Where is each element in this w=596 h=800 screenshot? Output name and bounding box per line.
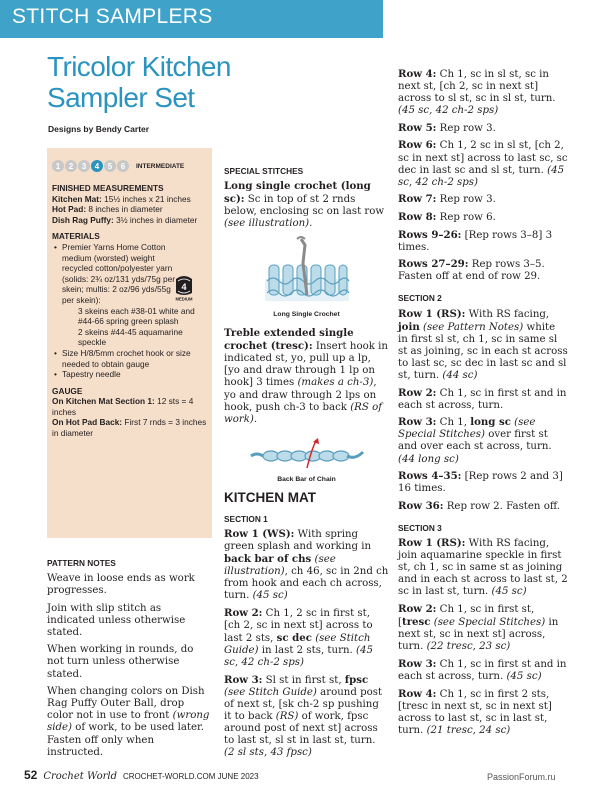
- row-text: Rep row 3.: [436, 194, 496, 206]
- row-label: Row 8:: [398, 210, 437, 223]
- column-special-stitches: [224, 165, 389, 764]
- kitchen-mat-value: 15½ inches x 21 inches: [101, 193, 191, 204]
- row-text: Ch 1, sc in first st and in each st across, turn.: [398, 658, 567, 682]
- row-label: Rows 9–26:: [398, 228, 462, 241]
- row-bold: fpsc: [344, 673, 369, 686]
- note-item: When working in rounds, do not turn unless otherwise stated.: [47, 644, 194, 680]
- gauge-mat: [52, 396, 208, 417]
- materials-heading: MATERIALS: [52, 231, 100, 242]
- gauge-heading: GAUGE: [52, 385, 83, 396]
- row-label: Row 6:: [398, 139, 437, 152]
- gauge-mat-value: 12 sts = 4 inches: [52, 396, 194, 417]
- row-text: , ch 46, sc in 2nd ch from hook and each ch across, turn.: [224, 565, 389, 602]
- row-count: (21 tresc, 24 sc): [426, 724, 511, 736]
- row-text: in last 2 sts, turn.: [258, 644, 356, 656]
- long-sc-definition: [224, 180, 389, 230]
- instruction-row: [398, 122, 568, 135]
- row-text: With RS facing,: [465, 308, 550, 320]
- row-text: Rep row 2. Fasten off.: [443, 500, 560, 512]
- watermark: PassionForum.ru: [487, 772, 556, 782]
- row-label: Row 1 (WS):: [224, 527, 295, 540]
- row-bold: tresc: [401, 616, 431, 629]
- note-text: When changing colors on Dish Rag Puffy Outer Ball, drop color not in use to front: [47, 685, 205, 722]
- materials-list: [52, 242, 208, 380]
- row-label: Row 4:: [398, 687, 437, 700]
- row-count: (45 sc, 42 ch-2 sps): [398, 164, 565, 188]
- gauge-pad: [52, 417, 208, 438]
- hot-pad-measure: [52, 204, 208, 215]
- yarn-sub-1: 3 skeins each #38-01 white and #44-66 spring green splash: [78, 305, 195, 327]
- row-label: Row 5:: [398, 121, 437, 134]
- tresc-text: Insert hook in indicated st, yo, pull up a lp, [yo and draw through 1 lp on hook] 3 times: [224, 341, 388, 389]
- row-count: (44 sc): [442, 369, 478, 381]
- instruction-row: [398, 537, 568, 598]
- list-item: • Size H/8/5mm crochet hook or size needed to obtain gauge: [62, 348, 208, 369]
- row-text: Rep row 3.: [436, 122, 496, 134]
- row-count: (22 tresc, 23 sc): [426, 641, 511, 653]
- instruction-row: [398, 387, 568, 412]
- row-text: Sl st in first st,: [262, 674, 345, 686]
- skill-level-label: INTERMEDIATE: [136, 162, 185, 170]
- row-text: [Rep rows 3–8] 3 times.: [398, 229, 553, 253]
- row-text: With RS facing, join aquamarine speckle in first st, ch 1, sc in same st as joining and in each st across to last st, 2 sc in last st, turn.: [398, 538, 568, 598]
- yarn-description: • Premier Yarns Home Cotton medium (worsted) weight recycled cotton/polyester yarn (solids: 2¾ oz/131 yds/75g per skein; multis: 2 oz/96 yds/55g per skein):: [62, 241, 175, 305]
- kitchen-mat-measure: [52, 194, 208, 205]
- back-bar-of-chain-illustration: [247, 430, 367, 472]
- row-count: (44 long sc): [398, 453, 459, 465]
- row-text: Ch 1, 2 sc in sl st, [ch 2, sc in next st] across to last sc, sc dec in last sc and sl st, turn.: [398, 140, 568, 176]
- row-bold: long sc: [470, 416, 511, 429]
- dish-rag-value: 3½ inches in diameter: [113, 214, 198, 225]
- row-text: [Rep rows 2 and 3] 16 times.: [398, 471, 563, 495]
- instruction-row: [398, 688, 568, 737]
- section-2-heading: SECTION 2: [398, 293, 442, 304]
- dish-rag-measure: [52, 215, 208, 226]
- row-label: Row 1 (RS):: [398, 537, 466, 549]
- skill-level-3: 3: [78, 160, 90, 172]
- kitchen-mat-heading: KITCHEN MAT: [224, 490, 316, 506]
- dish-rag-label: Dish Rag Puffy:: [52, 214, 114, 225]
- row-text: Ch 1, 2 sc in first st, [ch 2, sc in next st] across to last 2 sts,: [224, 607, 373, 644]
- instruction-row: [398, 603, 568, 653]
- note-item: Weave in loose ends as work progresses.: [47, 573, 195, 597]
- page-number: 52: [24, 768, 38, 782]
- row-label: Row 7:: [398, 193, 437, 206]
- page-footer: [24, 768, 259, 782]
- instruction-row: [224, 528, 389, 603]
- special-stitches-heading: SPECIAL STITCHES: [224, 166, 304, 176]
- yarn-weight-label: MEDIUM: [175, 296, 193, 302]
- long-sc-italic: (see illustration).: [224, 218, 313, 230]
- row-count: (45 sc): [491, 586, 527, 598]
- section-1-heading: SECTION 1: [224, 513, 268, 524]
- row-text: With spring green splash and working in: [224, 528, 372, 552]
- row-bold: back bar of chs: [224, 552, 312, 565]
- sidebar-content: [52, 183, 208, 439]
- row-text: Ch 1, sc in first 2 sts, [tresc in next st, sc in next st] across to last st, sc in last st, turn.: [398, 688, 552, 736]
- instruction-row: [398, 416, 568, 465]
- row-text: around post of next st, [sk ch-2 sp pushing it to back: [224, 686, 383, 722]
- row-label: Rows 27–29:: [398, 258, 469, 271]
- instruction-row: [224, 607, 389, 669]
- row-label: Row 2:: [398, 386, 437, 399]
- row-italic: (see Stitch Guide): [224, 632, 371, 656]
- note-text: of work, to be used later. Fasten off only when instructed.: [47, 722, 205, 758]
- instruction-row: [398, 68, 568, 117]
- instruction-row: [398, 211, 568, 224]
- section-header-text: STITCH SAMPLERS: [12, 5, 213, 28]
- row-label: Row 2:: [224, 606, 263, 619]
- row-label: Rows 4–35:: [398, 470, 462, 483]
- skill-level-indicator: [52, 160, 184, 172]
- row-bold: sc dec: [276, 631, 312, 644]
- row-label: Row 3:: [398, 657, 437, 670]
- row-text: Rep row 6.: [436, 211, 496, 223]
- row-italic: (see Special Stitches): [433, 617, 546, 629]
- row-bold: join: [398, 320, 420, 333]
- row-italic: (see Stitch Guide): [224, 686, 317, 698]
- instruction-row: [398, 308, 568, 383]
- instruction-row: [398, 470, 568, 495]
- gauge-pad-label: On Hot Pad Back:: [52, 417, 123, 428]
- instruction-row: [398, 258, 568, 283]
- byline: Designs by Bendy Carter: [48, 124, 150, 134]
- instruction-row: [398, 658, 568, 683]
- gauge-mat-label: On Kitchen Mat Section 1:: [52, 396, 155, 407]
- row-text: Rep rows 3–5. Fasten off at end of row 29.: [398, 259, 545, 283]
- note-item: [47, 686, 212, 759]
- long-sc-caption: Long Single Crochet: [273, 310, 340, 318]
- skill-level-6: 6: [117, 160, 129, 172]
- instruction-row: [398, 229, 568, 254]
- row-label: Row 3:: [224, 673, 263, 686]
- skill-level-4-active: 4: [91, 160, 103, 172]
- row-text: Ch 1,: [436, 417, 471, 429]
- long-sc-term: Long single crochet (long sc):: [224, 180, 371, 206]
- tresc-italic: (RS of work).: [224, 401, 382, 425]
- skill-level-2: 2: [65, 160, 77, 172]
- tresc-term: Treble extended single crochet (tresc):: [224, 327, 354, 353]
- hot-pad-value: 8 inches in diameter: [86, 204, 163, 215]
- long-single-crochet-illustration: [257, 235, 357, 307]
- row-text: over first st and over each st across, turn.: [398, 429, 552, 453]
- magazine-name: Crochet World: [43, 771, 117, 782]
- site-and-date: CROCHET-WORLD.COM JUNE 2023: [122, 772, 259, 781]
- skill-level-5: 5: [104, 160, 116, 172]
- instruction-row: [398, 193, 568, 206]
- row-text: Ch 1, sc in first st, [: [398, 603, 535, 629]
- row-count: (45 sc, 42 ch-2 sps): [398, 105, 499, 117]
- note-item: Join with slip stitch as indicated unless otherwise stated.: [47, 602, 186, 639]
- row-label: Row 3:: [398, 416, 437, 429]
- kitchen-mat-label: Kitchen Mat:: [52, 193, 102, 204]
- pattern-notes-heading: PATTERN NOTES: [47, 558, 116, 568]
- long-sc-text: Sc in top of st 2 rnds below, enclosing sc on last row: [224, 194, 385, 218]
- yarn-sub-2: 2 skeins #44-45 aquamarine speckle: [78, 326, 183, 348]
- page-title: Tricolor Kitchen Sampler Set: [47, 51, 231, 113]
- skill-level-1: 1: [52, 160, 64, 172]
- row-count: (45 sc): [252, 590, 288, 602]
- row-italic: (RS): [275, 710, 299, 722]
- row-italic: (see Special Stitches): [398, 417, 536, 441]
- column-instructions: [398, 68, 568, 741]
- row-count: (45 sc, 42 ch-2 sps): [224, 644, 373, 669]
- back-bar-caption: Back Bar of Chain: [277, 476, 336, 484]
- row-label: Row 2:: [398, 602, 437, 615]
- row-text: in next st, sc in next st] across, turn.: [398, 617, 559, 653]
- tresc-definition: [224, 327, 389, 426]
- instruction-row: [398, 500, 568, 513]
- row-count: (45 sc): [506, 670, 542, 682]
- row-italic: (see illustration): [224, 553, 336, 577]
- row-italic: (see Pattern Notes): [423, 321, 524, 333]
- row-text: Ch 1, sc in first st and in each st across, turn.: [398, 387, 567, 411]
- tresc-italic: (makes a ch-3): [297, 377, 374, 389]
- row-text: Ch 1, sc in sl st, sc in next st, [ch 2, sc in next st] across to sl st, sc in sl st, turn.: [398, 69, 556, 105]
- list-item: • Tapestry needle: [62, 369, 208, 380]
- pattern-notes: [47, 557, 212, 764]
- section-3-heading: SECTION 3: [398, 522, 442, 533]
- row-text: of work, fpsc around post of next st] across to last st, sl st in last st, turn.: [224, 710, 378, 747]
- gauge-pad-value: First 7 rnds = 3 inches in diameter: [52, 417, 207, 439]
- instruction-row: [398, 139, 568, 188]
- note-italic: (wrong side): [47, 710, 210, 734]
- list-item: [62, 242, 208, 348]
- row-text: white in first sl st, ch 1, sc in same sl st as joining, sc in each st across to last sc, sc dec in last sc and sl st, turn.: [398, 321, 568, 381]
- finished-measurements-heading: FINISHED MEASUREMENTS: [52, 183, 164, 193]
- tresc-text: , yo and draw through 2 lps on hook, push ch-3 to back: [224, 377, 377, 413]
- instruction-row: [224, 674, 389, 760]
- row-label: Row 4:: [398, 68, 437, 80]
- row-label: Row 36:: [398, 499, 444, 512]
- row-count: (2 sl sts, 43 fpsc): [224, 747, 312, 759]
- hot-pad-label: Hot Pad:: [52, 204, 87, 215]
- yarn-weight-number: 4: [181, 282, 187, 292]
- row-label: Row 1 (RS):: [398, 307, 466, 320]
